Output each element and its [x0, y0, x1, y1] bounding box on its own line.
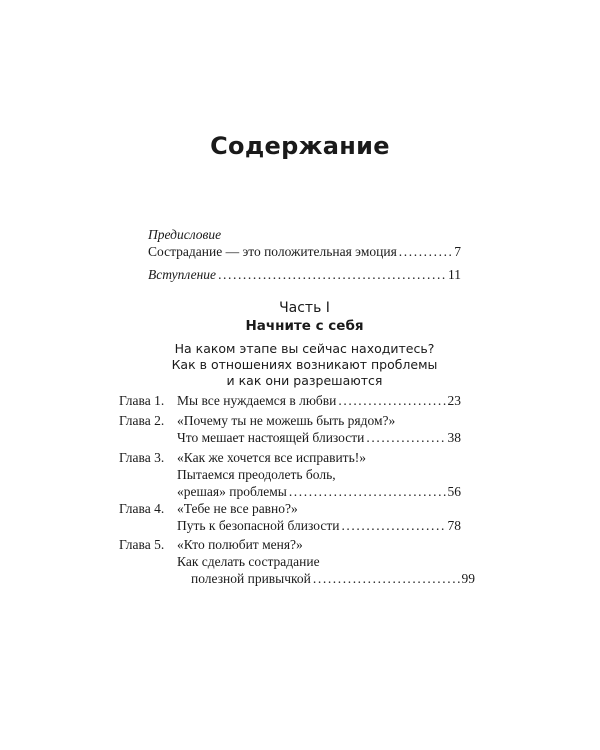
- chapter-title: полезной привычкой: [191, 571, 311, 586]
- chapter-title-line: «Тебе не все равно?»: [177, 501, 298, 516]
- preface-row: [148, 243, 461, 260]
- leader-dots: [218, 266, 446, 283]
- chapter-page: 78: [447, 518, 461, 533]
- preface-entry: [148, 226, 461, 260]
- chapter-title: «решая» проблемы: [177, 484, 287, 499]
- part-heading: [148, 299, 461, 389]
- chapter-label: Глава 1.: [119, 393, 165, 408]
- chapter-title: Мы все нуждаемся в любви: [177, 393, 337, 408]
- chapter-title-line: Как сделать сострадание: [177, 554, 320, 569]
- leader-dots: [338, 392, 445, 409]
- leader-dots: [341, 517, 445, 534]
- part-subtitle-line: и как они разрешаются: [226, 373, 383, 388]
- chapter-row: [177, 570, 475, 587]
- part-name: Начните с себя: [245, 318, 364, 334]
- part-subtitle-line: Как в отношениях возникают проблемы: [171, 357, 438, 372]
- part-subtitle-line: На каком этапе вы сейчас находитесь?: [174, 341, 435, 356]
- chapter-row: [177, 392, 461, 409]
- chapter-page: 38: [447, 430, 461, 445]
- chapter-1-entry: [119, 392, 461, 409]
- chapter-row: [177, 429, 461, 446]
- chapter-2-entry: [119, 412, 461, 446]
- page-title: Содержание: [210, 132, 390, 160]
- chapter-title-line: «Кто полюбит меня?»: [177, 537, 303, 552]
- chapter-5-entry: [119, 536, 475, 587]
- introduction-row: [148, 266, 461, 283]
- chapter-label: Глава 4.: [119, 501, 165, 516]
- chapter-label: Глава 3.: [119, 450, 165, 465]
- preface-label: Предисловие: [148, 227, 222, 242]
- preface-page: 7: [454, 244, 461, 259]
- chapter-title: Путь к безопасной близости: [177, 518, 340, 533]
- chapter-title-line: Пытаемся преодолеть боль,: [177, 467, 336, 482]
- chapter-row: [177, 483, 461, 500]
- introduction-page: 11: [448, 267, 461, 282]
- chapter-title-line: «Как же хочется все исправить!»: [177, 450, 366, 465]
- chapter-4-entry: [119, 500, 461, 534]
- chapter-page: 56: [447, 484, 461, 499]
- chapter-title: Что мешает настоящей близости: [177, 430, 365, 445]
- chapter-row: [177, 517, 461, 534]
- preface-title: Сострадание — это положительная эмоция: [148, 244, 397, 259]
- leader-dots: [313, 570, 460, 587]
- leader-dots: [366, 429, 445, 446]
- chapter-label: Глава 5.: [119, 537, 165, 552]
- part-subtitle: [148, 341, 461, 389]
- chapter-3-entry: [119, 449, 461, 500]
- leader-dots: [399, 243, 452, 260]
- chapter-label: Глава 2.: [119, 413, 165, 428]
- introduction-entry: [148, 266, 461, 283]
- chapter-page: 99: [461, 571, 475, 586]
- leader-dots: [289, 483, 446, 500]
- chapter-title-line: «Почему ты не можешь быть рядом?»: [177, 413, 396, 428]
- introduction-label: Вступление: [148, 267, 217, 282]
- part-number: Часть I: [279, 300, 330, 316]
- chapter-page: 23: [447, 393, 461, 408]
